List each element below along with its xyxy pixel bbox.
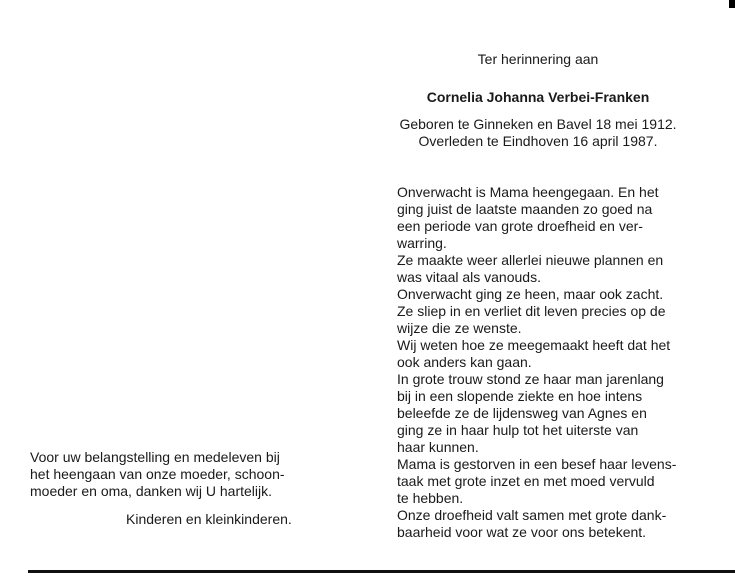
memorial-text-line: Wij weten hoe ze meegemaakt heeft dat het	[397, 337, 671, 353]
thanks-note	[30, 449, 330, 528]
memorial-text-line: ging ze in haar hulp tot het uiterste van	[397, 422, 639, 438]
memorial-text-line: te hebben.	[397, 490, 464, 506]
family-signature: Kinderen en kleinkinderen.	[126, 511, 292, 527]
life-dates	[396, 116, 680, 150]
thanks-line: het heengaan van onze moeder, schoon-	[30, 466, 285, 482]
thanks-line: Voor uw belangstelling en medeleven bij	[30, 449, 280, 465]
memorial-text-line: beleefde ze de lijdensweg van Agnes en	[397, 405, 647, 421]
memorial-text-line: Onverwacht is Mama heengegaan. En het	[397, 184, 659, 200]
memorial-text-line: Ze maakte weer allerlei nieuwe plannen en	[397, 252, 664, 268]
deceased-name: Cornelia Johanna Verbei-Franken	[426, 89, 650, 105]
memorial-text-line: warring.	[397, 235, 447, 251]
memorial-heading: Ter herinnering aan	[477, 51, 599, 67]
memorial-text-line: taak met grote inzet en met moed vervuld	[397, 473, 655, 489]
memorial-text-line: wijze die ze wenste.	[397, 320, 522, 336]
death-line: Overleden te Eindhoven 16 april 1987.	[418, 133, 658, 149]
birth-line: Geboren te Ginneken en Bavel 18 mei 1912.	[399, 116, 677, 132]
memorial-text-line: In grote trouw stond ze haar man jarenlang	[397, 371, 664, 387]
memorial-text-line: Mama is gestorven in een besef haar levens-	[397, 456, 677, 472]
memorial-text-line: baarheid voor wat ze voor ons betekent.	[397, 524, 647, 540]
memorial-text-line: Ze sliep in en verliet dit leven precies op de	[397, 303, 666, 319]
memorial-text-line: ook anders kan gaan.	[397, 354, 532, 370]
corner-mark	[729, 0, 735, 8]
memorial-text-line: een periode van grote droefheid en ver-	[397, 218, 643, 234]
memorial-text-line: bij in een slopende ziekte en hoe intens	[397, 388, 643, 404]
memorial-text-line: haar kunnen.	[397, 439, 479, 455]
card-header	[396, 50, 696, 150]
memorial-text-line: Onze droefheid valt samen met grote dank-	[397, 507, 667, 523]
bottom-border-line	[28, 570, 735, 573]
memorial-text-line: was vitaal als vanouds.	[397, 269, 541, 285]
memorial-text-line: ging juist de laatste maanden zo goed na	[397, 201, 653, 217]
thanks-line: moeder en oma, danken wij U hartelijk.	[30, 483, 273, 499]
memorial-text	[397, 184, 685, 541]
memorial-text-line: Onverwacht ging ze heen, maar ook zacht.	[397, 286, 664, 302]
